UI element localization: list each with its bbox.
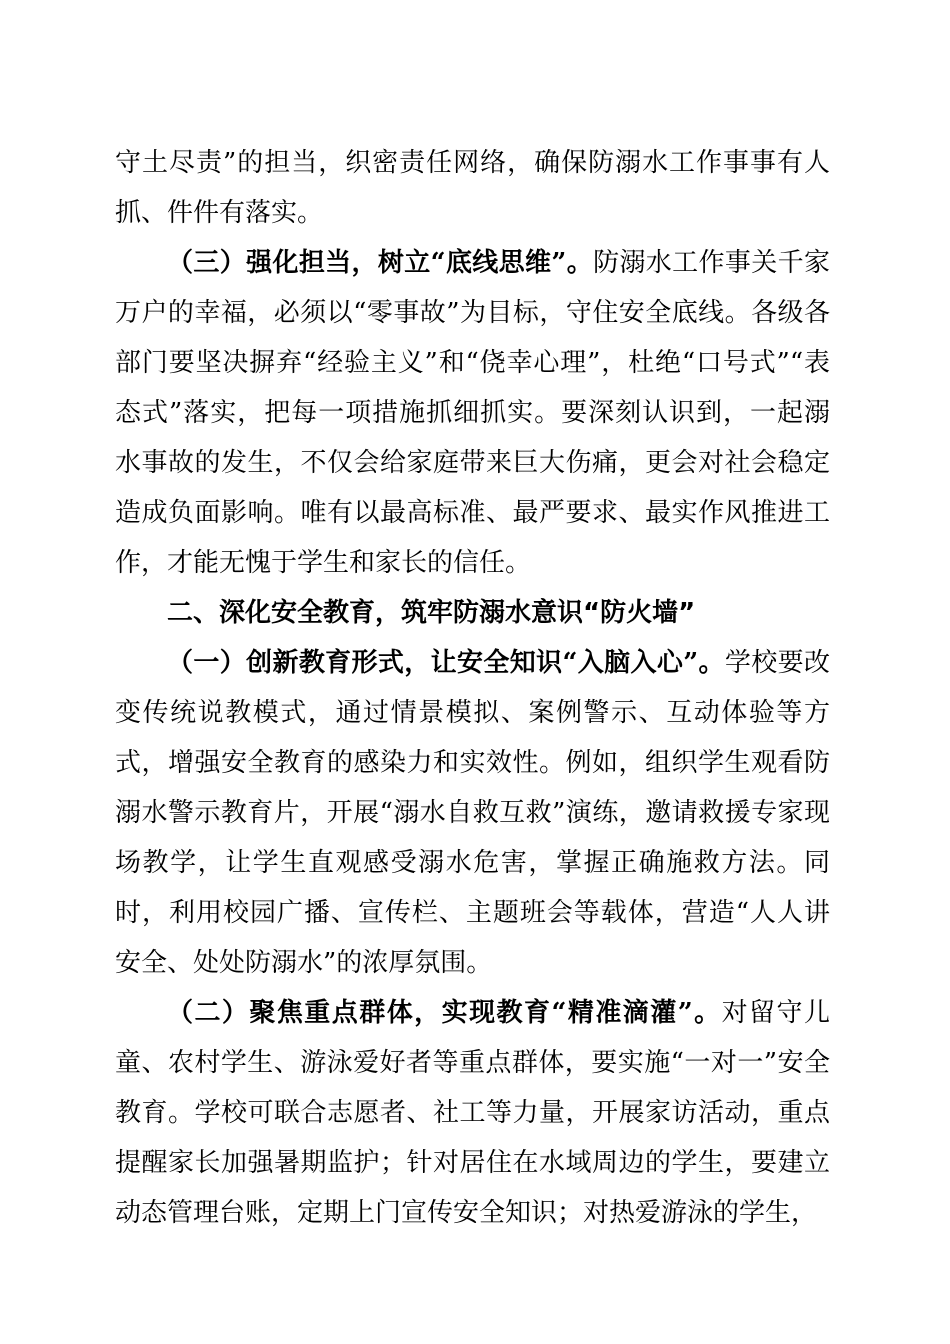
subsection-lead: （三）强化担当，树立“底线思维”。 [167, 248, 594, 278]
document-body [115, 138, 830, 1238]
section-heading-text: 二、深化安全教育，筑牢防溺水意识“防火墙” [167, 598, 696, 628]
section-heading [115, 588, 830, 638]
paragraph-text: 防溺水工作事关千家万户的幸福，必须以“零事故”为目标，守住安全底线。各级各部门要坚决摒弃“经验主义”和“侥幸心理”，杜绝“口号式”“表态式”落实，把每一项措施抓细抓实。要深刻认识到，一起溺水事故的发生，不仅会给家庭带来巨大伤痛，更会对社会稳定造成负面影响。唯有以最高标准、最严要求、最实作风推进工作，才能无愧于学生和家长的信任。 [115, 248, 830, 578]
paragraph-subsection-1 [115, 638, 830, 988]
subsection-lead: （二）聚焦重点群体，实现教育“精准滴灌”。 [167, 998, 722, 1028]
paragraph-subsection-3 [115, 238, 830, 588]
paragraph-text: 对留守儿童、农村学生、游泳爱好者等重点群体，要实施“一对一”安全教育。学校可联合志愿者、社工等力量，开展家访活动，重点提醒家长加强暑期监护；针对居住在水域周边的学生，要建立动态管理台账，定期上门宣传安全知识；对热爱游泳的学生， [115, 998, 830, 1228]
paragraph-text: 学校要改变传统说教模式，通过情景模拟、案例警示、互动体验等方式，增强安全教育的感染力和实效性。例如，组织学生观看防溺水警示教育片，开展“溺水自救互救”演练，邀请救援专家现场教学，让学生直观感受溺水危害，掌握正确施救方法。同时，利用校园广播、宣传栏、主题班会等载体，营造“人人讲安全、处处防溺水”的浓厚氛围。 [115, 648, 830, 978]
paragraph-text: 守土尽责”的担当，织密责任网络，确保防溺水工作事事有人抓、件件有落实。 [115, 148, 830, 228]
paragraph-subsection-2 [115, 988, 830, 1238]
paragraph-continuation [115, 138, 830, 238]
subsection-lead: （一）创新教育形式，让安全知识“入脑入心”。 [167, 648, 725, 678]
